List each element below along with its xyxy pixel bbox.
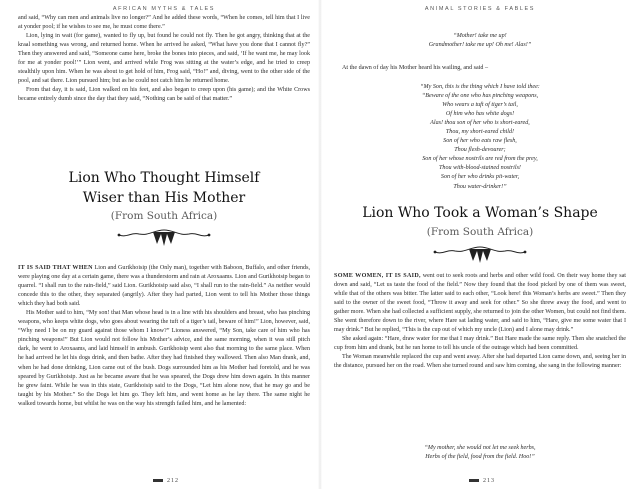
verse-bottom (330, 444, 630, 462)
verse-line: “Beware of the one who has pinching weapons, (421, 93, 539, 100)
verse-main (330, 83, 630, 192)
gutter (318, 0, 322, 489)
paragraph: IT IS SAID THAT WHEN Lion and Gurikhoisip (the Only man), together with Baboon, Buffalo, and other friends, were playing one day at a certain game, there was a thunderstorm and rain at Aroxaams. Lion and Gurikhoisip began to quarrel. “I shall run to the rain-field,” said Lion. Gurikhoisip said also, “I shall run to the rain-field.” As neither would concede this to the other, they separated (angrily). After they had parted, Lion went to tell his Mother those things which they had both said. (18, 265, 310, 308)
verse-line: Son of her who drinks pit-water, (440, 174, 520, 181)
verse-line: Who wears a tuft of tiger’s tail, (442, 102, 518, 109)
verse-line: Son of her whose nostrils are red from the prey, (422, 156, 538, 163)
page-number: 212 (167, 478, 179, 484)
title-line-1: Lion Who Thought Himself (68, 170, 260, 186)
paragraph: Lion, lying in wait (for game), wanted to fly up, but found he could not fly. Then he got angry, thinking that at the kraal something was wrong, and returned home. When he arrived he asked, “What have you done that I cannot fly?” Then they answered and said, “Someone came here, broke the bones into pieces, and said, ‘If he want me, he may look for me at yonder pool!’” Lion went, and arrived while Frog was sitting at the water’s edge, and he tried to creep stealthily upon him. When he was about to get hold of him, Frog said, “Ho!” and, diving, went to the other side of the pool, and sat there. Lion pursued him; but as he could not catch him he returned home. (18, 33, 310, 85)
right-story-text (334, 272, 626, 372)
verse-line: Herbs of the field, food from the field. Hoo!” (425, 454, 535, 461)
verse-line: Alas! thou son of her who is short-eared, (430, 120, 530, 127)
verse-line: Thou, my short-eared child! (445, 129, 515, 136)
verse-line: Thou flesh-devourer; (454, 147, 506, 154)
left-folio (14, 478, 314, 484)
story-title: Lion Who Took a Woman’s Shape (362, 205, 598, 221)
running-head-text: ANIMAL STORIES & FABLES (424, 6, 536, 12)
folio-ornament-icon (469, 479, 479, 482)
right-page (330, 0, 630, 489)
flourish-ornament-icon (425, 243, 535, 265)
right-folio (330, 478, 630, 484)
flourish-ornament-icon (109, 226, 219, 248)
verse-line: “My mother, she would not let me seek herbs, (424, 445, 536, 451)
dawn-line: At the dawn of day his Mother heard his wailing, and said – (342, 65, 489, 71)
story-subtitle: (From South Africa) (110, 210, 218, 222)
story-lead: SOME WOMEN, IT IS SAID, (334, 273, 421, 279)
paragraph: The Woman meanwhile replaced the cup and went away. After she had departed Lion came down, and, seeing her in the distance, pursued her on the road. When she turned round and saw him coming, she sang in the following manner: (334, 354, 626, 370)
paragraph: and said, “Why can men and animals live no longer?” And he added these words, “When he comes, tell him that I live at yonder pool; if he wishes to see me, he must come there.” (18, 15, 310, 31)
left-running-head (14, 6, 314, 12)
paragraph: From that day, it is said, Lion walked on his feet, and also began to creep upon (his game); and the White Crows became entirely dumb since the day that they said, “Nothing can be said of that matter.” (18, 87, 310, 103)
story-lead: IT IS SAID THAT WHEN (18, 265, 93, 271)
right-running-head (330, 6, 630, 12)
left-top-text (18, 14, 310, 104)
story-title (14, 168, 314, 208)
paragraph: SOME WOMEN, IT IS SAID, went out to seek roots and herbs and other wild food. On their way home they sat down and said, “Let us taste the food of the field.” Now they found that the food picked by one of them was sweet, while that of the others was bitter. The latter said to each other, “Look here! this Woman’s herbs are sweet.” Then they said to the owner of the sweet food, “Throw it away and seek for other.” So she threw away the food, and went to gather more. When she had collected a sufficient supply, she returned to join the other Women, but could not find them. She went therefore down to the river, where Hare sat lading water, and said to him, “Hare, give me some water that I may drink.” But he replied, “This is the cup out of which my uncle (Lion) and I alone may drink.” (334, 273, 626, 334)
left-story-text (18, 264, 310, 409)
paragraph: His Mother said to him, “My son! that Man whose head is in a line with his shoulders and breast, who has pinching weapons, who keeps white dogs, who goes about wearing the tuft of a tiger’s tail, beware of him!” Lion, however, said, “Why need I be on my guard against those whom I know?” Lioness answered, “My Son, take care of him who has pinching weapons!” But Lion would not follow his Mother’s advice, and the same morning, when it was still pitch dark, he went to Aroxaams, and laid himself in ambush. Gurikhoisip went also that morning to the same place. When he had arrived he let his dogs drink, and then bathe. After they had finished they wallowed. Then also Man drank, and, when he had done drinking, Lion came out of the bush. Dogs surrounded him as his Mother had foretold, and he was speared by Gurikhoisip. Just as he became aware that he was speared, the Dogs drew him down again. In this manner he grew faint. While he was in this state, Gurikhoisip said to the Dogs, “Let him alone now, that he may go and be taught by his Mother.” So the Dogs let him go. They left him, and went home as he lay there. The same night he walked towards home, but whilst he was on the way his strength failed him, and he lamented: (18, 310, 310, 407)
left-page (14, 0, 314, 489)
title-line-2: Wiser than His Mother (82, 190, 246, 206)
verse-line: Thou water-drinker!” (453, 183, 507, 190)
verse-top (330, 32, 630, 50)
story-subtitle: (From South Africa) (426, 226, 534, 238)
verse-line: “My Son, this is the thing which I have told thee: (420, 84, 540, 90)
verse-line: “Mother! take me up! (453, 33, 507, 39)
paragraph: She asked again: “Hare, draw water for me that I may drink.” But Hare made the same reply. Then she snatched the cup from him and drank, but he ran home to tell his uncle of the outrage which had been committed. (334, 336, 626, 352)
page-number: 213 (483, 478, 495, 484)
verse-line: Grandmother! take me up! Oh me! Alas!” (428, 42, 532, 49)
folio-ornament-icon (153, 479, 163, 482)
verse-line: Son of her who eats raw flesh, (443, 138, 517, 145)
verse-line: Of him who has white dogs! (445, 111, 515, 118)
verse-line: Thou with-blood-stained nostrils! (439, 165, 521, 172)
running-head-text: AFRICAN MYTHS & TALES (112, 6, 216, 12)
